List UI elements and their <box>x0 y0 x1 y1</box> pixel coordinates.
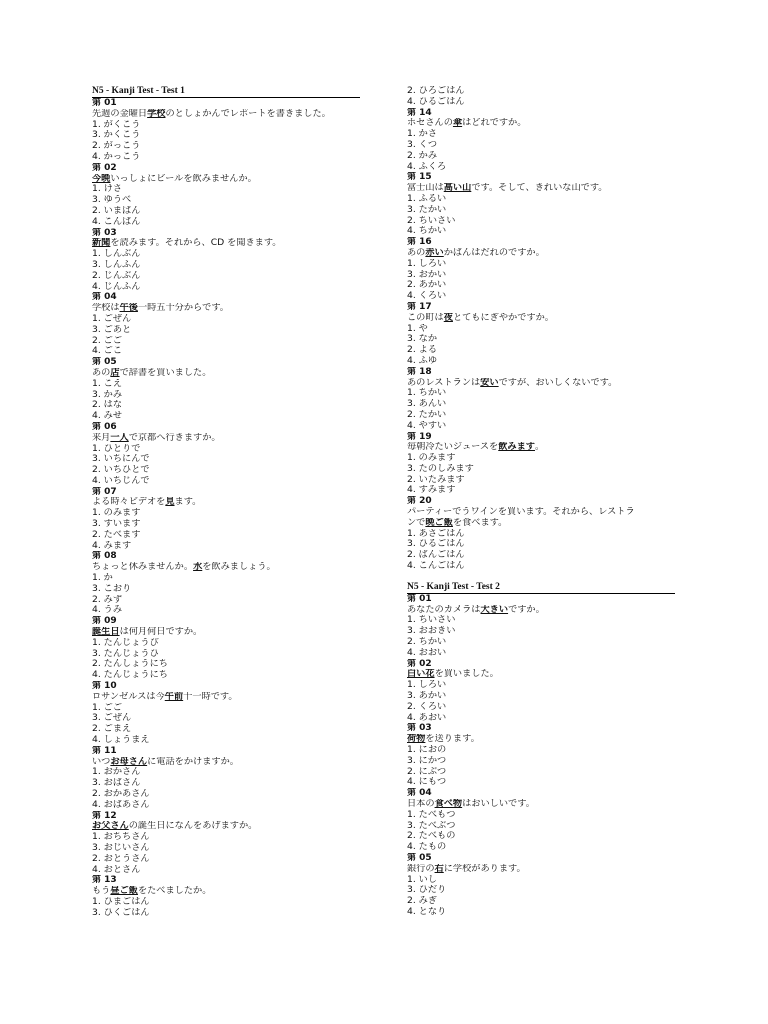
answer-option: 1. や <box>407 323 428 334</box>
answer-option: 3. いちにんで <box>92 454 150 465</box>
question-text: 日本の食べ物はおいしいです。 <box>407 799 535 809</box>
answer-option: 2. ひろごはん <box>407 86 465 96</box>
answer-option: 1. おかさん <box>92 767 141 778</box>
answer-option: 2. いまばん <box>92 205 141 216</box>
answer-option: 2. よる <box>407 345 438 356</box>
answer-option: 1. ふるい <box>407 193 447 204</box>
answer-option: 1. のみます <box>92 508 141 519</box>
answer-option: 4. しょうまえ <box>92 735 150 746</box>
target-word: 赤い <box>425 247 444 258</box>
answer-option: 1. か <box>92 573 113 584</box>
answer-option: 1. ひまごはん <box>92 896 150 907</box>
answer-option: 3. ごあと <box>92 324 132 335</box>
answer-option: 3. あんい <box>407 399 447 410</box>
answer-option: 3. ひだり <box>407 885 447 896</box>
target-word: 傘 <box>452 118 463 129</box>
question-text: 新聞を読みます。それから、CD を聞きます。 <box>92 238 282 249</box>
answer-option: 2. おかあさん <box>92 789 150 799</box>
answer-option: 1. しんぶん <box>92 249 141 260</box>
answer-option: 4. うみ <box>92 605 123 616</box>
question-number: 第 02 <box>407 658 432 669</box>
target-word: 水 <box>193 562 203 573</box>
question-number: 第 01 <box>92 98 117 108</box>
answer-option: 4. ふゆ <box>407 355 438 366</box>
question-text: 富士山は高い山です。そして、きれいな山です。 <box>407 183 608 194</box>
answer-option: 1. しろい <box>407 680 447 691</box>
target-word: 右 <box>434 863 444 874</box>
answer-option: 2. かみ <box>407 150 438 161</box>
answer-option: 2. はな <box>92 400 123 411</box>
answer-option: 4. じんふん <box>92 281 141 292</box>
answer-option: 3. ひくごはん <box>92 907 150 918</box>
answer-option: 4. こんばん <box>92 216 141 227</box>
answer-option: 3. こおり <box>92 583 132 594</box>
target-word: 誕生日 <box>92 627 120 638</box>
left-column <box>92 86 362 919</box>
answer-option: 1. たんじょうび <box>92 637 159 648</box>
answer-option: 1. ごご <box>92 702 123 713</box>
answer-option: 1. こえ <box>92 378 123 389</box>
answer-option: 1. ちかい <box>407 388 447 399</box>
answer-option: 2. みぎ <box>407 896 438 907</box>
answer-option: 3. おじいさん <box>92 842 150 853</box>
answer-option: 1. しろい <box>407 258 447 269</box>
question-text: 来月一人で京都へ行きますか。 <box>92 432 221 443</box>
question-number: 第 10 <box>92 681 117 692</box>
question-text: 白い花を買いました。 <box>407 669 499 680</box>
answer-option: 4. みます <box>92 540 132 551</box>
answer-option: 4. おとさん <box>92 864 141 875</box>
question-number: 第 14 <box>407 107 432 118</box>
answer-option: 2. たんしょうにち <box>92 659 168 670</box>
question-text: あの店で辞書を買いました。 <box>92 367 212 378</box>
question-number: 第 18 <box>407 366 432 377</box>
answer-option: 3. たのしみます <box>407 463 474 474</box>
answer-option: 4. すみます <box>407 485 456 496</box>
answer-option: 2. あかい <box>407 280 447 291</box>
question-number: 第 03 <box>92 227 117 238</box>
question-number: 第 02 <box>92 162 117 173</box>
answer-option: 3. おばさん <box>92 778 141 789</box>
answer-option: 2. ごまえ <box>92 724 132 735</box>
answer-option: 3. かみ <box>92 389 123 400</box>
question-text: よる時々ビデオを見ます。 <box>92 497 202 508</box>
question-text: パーティーでうワインを買います。それから、レストラ <box>407 507 635 518</box>
question-number: 第 13 <box>92 875 117 886</box>
question-number: 第 01 <box>407 593 432 604</box>
answer-option: 1. ごぜん <box>92 313 132 324</box>
question-number: 第 11 <box>92 745 117 756</box>
target-word: お父さん <box>92 821 129 832</box>
question-text: 学校は午後一時五十分からです。 <box>92 303 229 314</box>
answer-option: 1. におの <box>407 745 447 756</box>
target-word: 一人 <box>110 432 129 443</box>
question-number: 第 08 <box>92 551 117 562</box>
answer-option: 3. おおきい <box>407 626 456 637</box>
answer-option: 4. みせ <box>92 411 123 422</box>
target-word: 晩ご飯 <box>425 517 453 528</box>
question-text: ちょっと休みませんか。水を飲みましょう。 <box>92 562 276 573</box>
question-text: 荷物を送ります。 <box>407 734 480 745</box>
question-text-continued: ンで晩ご飯を食べます。 <box>407 517 508 528</box>
answer-option: 4. ふくろ <box>407 161 447 172</box>
question-text: 毎朝冷たいジュースを飲みます。 <box>407 442 545 453</box>
question-number: 第 04 <box>407 788 432 799</box>
question-text: もう昼ご飯をたべましたか。 <box>92 886 212 897</box>
answer-option: 4. たもの <box>407 842 447 853</box>
answer-option: 4. いちじんで <box>92 475 150 486</box>
answer-option: 1. がくこう <box>92 119 141 130</box>
target-word: 店 <box>110 367 120 378</box>
answer-option: 3. かくこう <box>92 130 141 141</box>
answer-option: 2. ちいさい <box>407 215 456 226</box>
answer-option: 3. しんふん <box>92 259 141 270</box>
question-text: 先週の金曜日学校のとしょかんでレポートを書きました。 <box>92 108 331 119</box>
question-text: ロサンゼルスは今午前十一時です。 <box>92 691 238 702</box>
answer-option: 1. おちちさん <box>92 832 150 843</box>
answer-option: 4. となり <box>407 906 447 917</box>
answer-option: 1. のみます <box>407 453 456 464</box>
target-word: 安い <box>480 377 499 388</box>
question-text: ホセさんの傘はどれですか。 <box>407 118 527 129</box>
answer-option: 1. いし <box>407 874 438 885</box>
answer-option: 3. にかつ <box>407 755 447 766</box>
answer-option: 2. にぶつ <box>407 766 447 777</box>
answer-option: 2. おとうさん <box>92 853 150 864</box>
target-word: お母さん <box>110 756 148 767</box>
answer-option: 1. かさ <box>407 129 438 140</box>
target-word: 白い花 <box>407 669 435 680</box>
target-word: 見 <box>165 497 175 508</box>
answer-option: 1. ちいさい <box>407 615 456 626</box>
target-word: 食べ物 <box>434 799 463 809</box>
answer-option: 3. たんじょうひ <box>92 648 159 659</box>
answer-option: 4. やすい <box>407 420 447 431</box>
question-number: 第 16 <box>407 237 432 248</box>
answer-option: 3. おかい <box>407 269 447 280</box>
section-gap <box>407 572 677 582</box>
answer-option: 4. こんごはん <box>407 561 465 572</box>
question-number: 第 09 <box>92 616 117 627</box>
target-word: 今晩 <box>92 173 111 184</box>
target-word: 昼ご飯 <box>110 886 138 897</box>
answer-option: 4. おばあさん <box>92 799 150 810</box>
answer-option: 3. たべぶつ <box>407 820 456 831</box>
target-word: 夜 <box>443 312 453 323</box>
answer-option: 4. くろい <box>407 291 447 302</box>
answer-option: 1. あさごはん <box>407 528 465 539</box>
right-column <box>407 86 677 918</box>
answer-option: 2. たべもの <box>407 831 456 842</box>
test-title: N5 - Kanji Test - Test 2 <box>407 582 675 594</box>
target-word: 大きい <box>480 604 509 615</box>
answer-option: 4. ごこ <box>92 346 123 357</box>
question-text: あの赤いかばんはだれのですか。 <box>407 247 545 258</box>
answer-option: 2. じんぶん <box>92 270 141 281</box>
question-text: お父さんの誕生日になんをあげますか。 <box>92 821 258 832</box>
question-text: 今晩いっしょにビールを飲みませんか。 <box>92 173 257 184</box>
answer-option: 2. いたみます <box>407 474 465 485</box>
target-word: 飲みます <box>498 442 535 453</box>
answer-option: 3. たかい <box>407 204 447 215</box>
answer-option: 1. たべもつ <box>407 809 456 820</box>
answer-option: 4. かっこう <box>92 151 141 162</box>
answer-option: 2. いちひとで <box>92 465 150 476</box>
answer-option: 2. ばんごはん <box>407 550 465 561</box>
question-number: 第 05 <box>407 852 432 863</box>
target-word: 午後 <box>119 303 138 314</box>
answer-option: 2. がっこう <box>92 141 141 152</box>
answer-option: 4. あおい <box>407 712 447 723</box>
question-number: 第 07 <box>92 486 117 497</box>
question-text: あのレストランは安いですが、おいしくないです。 <box>407 377 618 388</box>
question-text: この町は夜とてもにぎやかですか。 <box>407 312 554 323</box>
question-number: 第 12 <box>92 810 117 821</box>
answer-option: 2. たべます <box>92 529 141 540</box>
answer-option: 3. くつ <box>407 139 438 150</box>
question-number: 第 06 <box>92 421 117 432</box>
target-word: 高い山 <box>443 183 472 194</box>
answer-option: 1. けさ <box>92 184 123 195</box>
answer-option: 3. すいます <box>92 519 141 530</box>
target-word: 新聞 <box>92 238 111 249</box>
answer-option: 2. たかい <box>407 409 447 420</box>
answer-option: 3. ひるごはん <box>407 539 465 550</box>
question-number: 第 19 <box>407 431 432 442</box>
question-number: 第 03 <box>407 723 432 734</box>
target-word: 荷物 <box>407 734 426 745</box>
answer-option: 4. ひるごはん <box>407 96 465 107</box>
answer-option: 2. くろい <box>407 701 447 712</box>
question-text: いつお母さんに電話をかけますか。 <box>92 756 239 767</box>
answer-option: 3. なか <box>407 334 438 345</box>
question-number: 第 17 <box>407 301 432 312</box>
target-word: 午前 <box>164 691 184 702</box>
question-text: 誕生日は何月何日ですか。 <box>92 627 203 638</box>
answer-option: 2. ちかい <box>407 637 447 648</box>
answer-option: 3. ごぜん <box>92 713 132 724</box>
question-text: あなたのカメラは大きいですか。 <box>407 604 545 615</box>
test-title: N5 - Kanji Test - Test 1 <box>92 86 360 98</box>
question-number: 第 20 <box>407 496 432 507</box>
question-text: 銀行の右に学校があります。 <box>407 863 526 874</box>
answer-option: 1. ひとりで <box>92 443 141 454</box>
answer-option: 2. ごご <box>92 335 123 346</box>
target-word: 学校 <box>147 108 166 119</box>
question-number: 第 05 <box>92 357 117 368</box>
answer-option: 3. ゆうべ <box>92 195 132 206</box>
question-number: 第 15 <box>407 172 432 183</box>
answer-option: 4. にもつ <box>407 777 447 788</box>
answer-option: 4. たんじょうにち <box>92 670 168 681</box>
answer-option: 4. おおい <box>407 647 447 658</box>
question-number: 第 04 <box>92 292 117 303</box>
answer-option: 3. あかい <box>407 691 447 702</box>
answer-option: 2. みず <box>92 594 123 605</box>
answer-option: 4. ちかい <box>407 226 447 237</box>
